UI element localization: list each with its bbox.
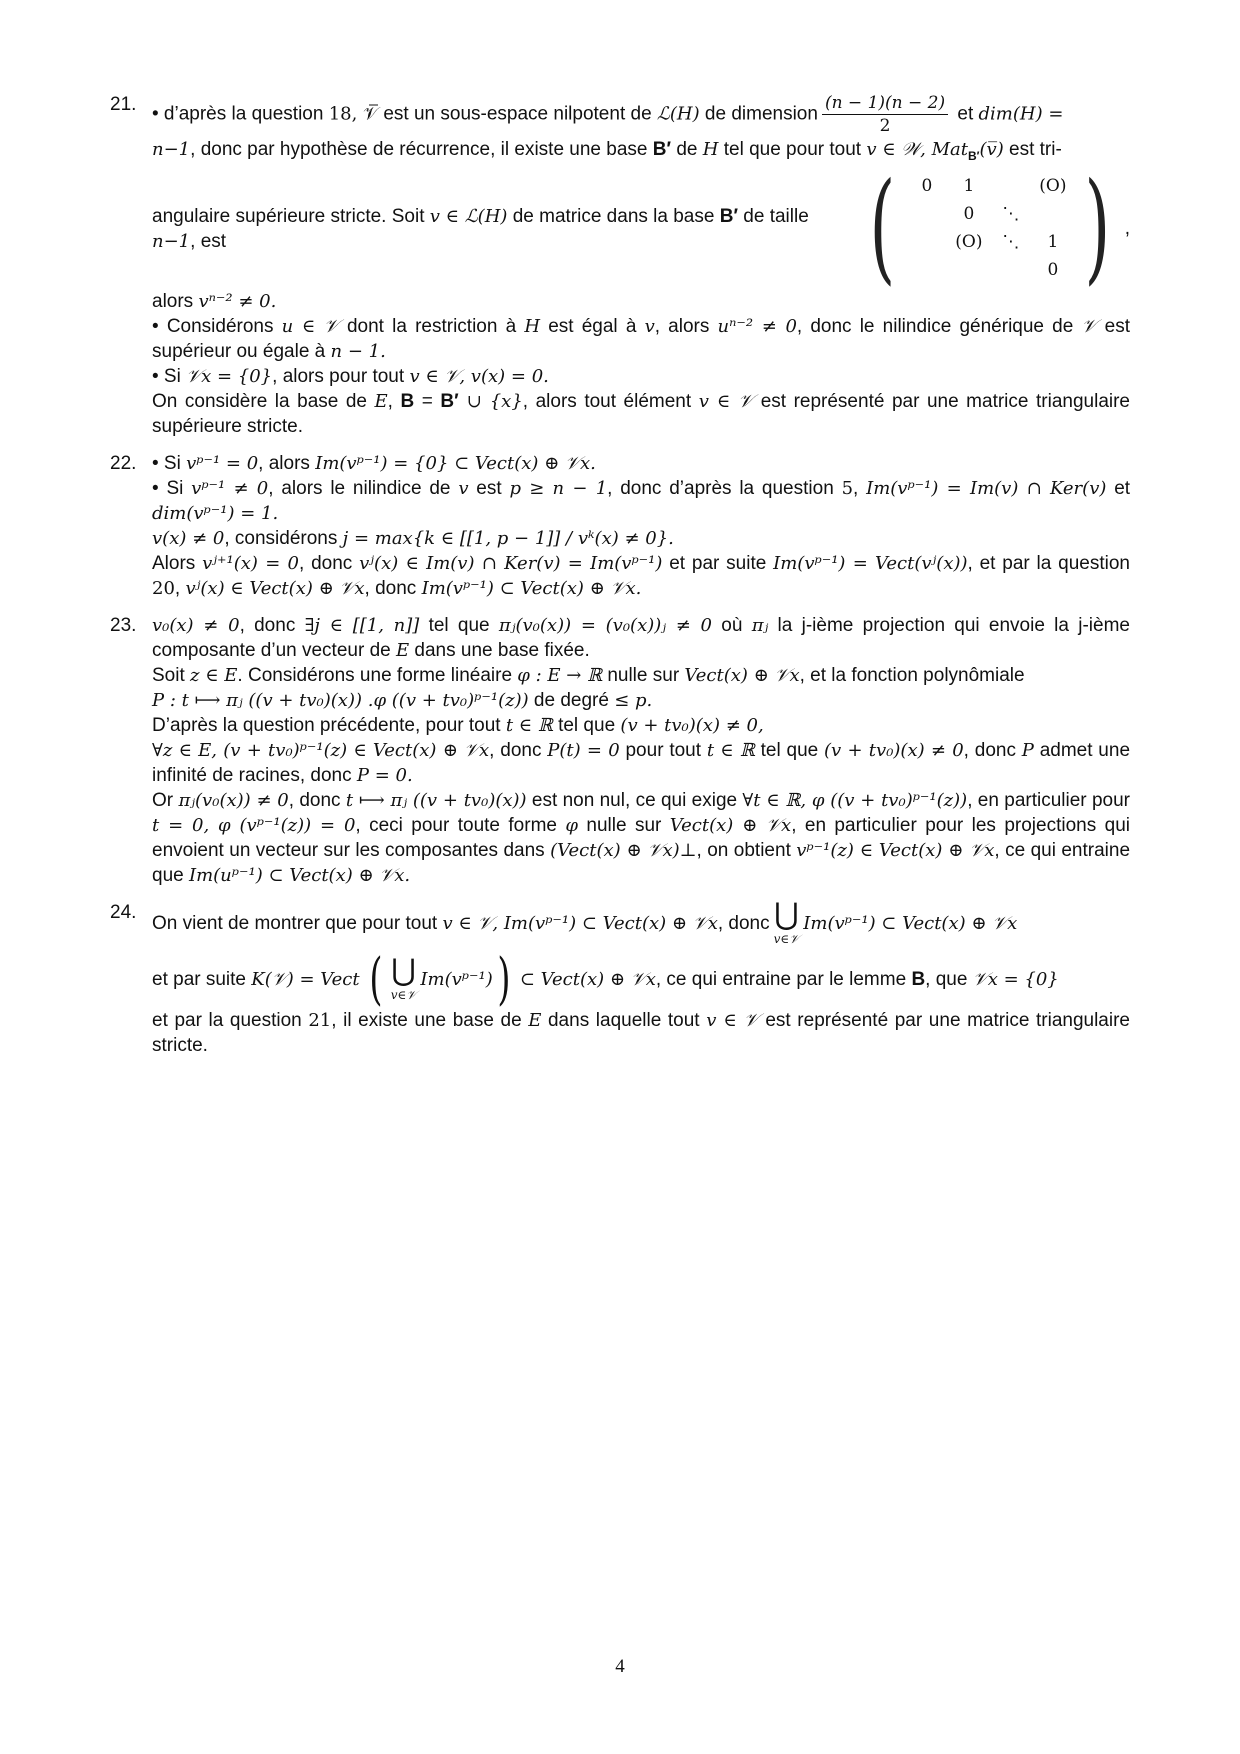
q23-paragraph-3: D’après la question précédente, pour tout t ∈ ℝ tel que (v + tv₀)(x) ≠ 0,	[152, 714, 764, 736]
q23-paragraph-1: v₀(x) ≠ 0, donc ∃j ∈ [[1, n]] tel que πⱼ(v₀(x)) = (v₀(x))ⱼ ≠ 0 où πⱼ la j-ième projection qui envoie la j-ième composante d’un vecteur de E dans une base fixée.	[152, 614, 1130, 661]
q21-line-4: alors vⁿ⁻² ≠ 0.	[152, 290, 277, 312]
union-operator: ⋃ v∈𝒱	[390, 952, 417, 1002]
question-number: 21.	[110, 94, 137, 115]
big-right-paren: )	[497, 946, 511, 1012]
q24-line-2: et par suite K(𝒱) = Vect ( ⋃ v∈𝒱 Im(vᵖ⁻¹)) ⊂ Vect(x) ⊕ 𝒱x, ce qui entraine par le lemme B, que 𝒱x = {0}	[152, 946, 1059, 1012]
q21-matrix-line: angulaire supérieure stricte. Soit v ∈ ℒ(H) de matrice dans la base B′ de taille n−1, est ( 0 1 (O) 0 ⋱ (O) ⋱ 1 0 ) ,	[152, 157, 1130, 297]
matrix-right-paren: )	[1084, 157, 1111, 297]
question-number: 24.	[110, 901, 137, 923]
q23-paragraph-5: Or πⱼ(v₀(x)) ≠ 0, donc t ⟼ πⱼ ((v + tv₀)(x)) est non nul, ce qui exige ∀t ∈ ℝ, φ ((v + tv₀)ᵖ⁻¹(z)), en particulier pour t = 0, φ (vᵖ⁻¹(z)) = 0, ceci pour toute forme φ nulle sur Vect(x) ⊕ 𝒱x, en particulier pour les projections qui envoient un vecteur sur les composantes dans (Vect(x) ⊕ 𝒱x)⊥, on obtient vᵖ⁻¹(z) ∈ Vect(x) ⊕ 𝒱x, ce qui entraine que Im(uᵖ⁻¹) ⊂ Vect(x) ⊕ 𝒱x.	[152, 789, 1131, 886]
q22-paragraph-3: v(x) ≠ 0, considérons j = max{k ∈ [[1, p − 1]] / vᵏ(x) ≠ 0}.	[152, 527, 674, 549]
q21-line-2: n−1, donc par hypothèse de récurrence, il existe une base B′ de H tel que pour tout v ∈ 𝒲, Mat$_{B'}$(v̅) est tri-	[152, 139, 1062, 163]
q21-paragraph-3: • Si 𝒱x = {0}, alors pour tout v ∈ 𝒱, v(x) = 0.	[152, 365, 549, 387]
nilpotent-matrix: ( 0 1 (O) 0 ⋱ (O) ⋱ 1 0 )	[869, 157, 1111, 297]
q21-paragraph-4: On considère la base de E, B = B′ ∪ {x}, alors tout élément v ∈ 𝒱 est représenté par une matrice triangulaire supérieure stricte.	[152, 390, 1130, 437]
matrix-left-paren: (	[869, 157, 896, 297]
question-22	[110, 451, 1130, 601]
question-number: 23.	[110, 614, 137, 636]
q22-paragraph-4: Alors vʲ⁺¹(x) = 0, donc vʲ(x) ∈ Im(v) ∩ Ker(v) = Im(vᵖ⁻¹) et par suite Im(vᵖ⁻¹) = Vect(vʲ(x)), et par la question 20, vʲ(x) ∈ Vect(x) ⊕ 𝒱x, donc Im(vᵖ⁻¹) ⊂ Vect(x) ⊕ 𝒱x.	[152, 552, 1130, 599]
big-left-paren: (	[369, 946, 383, 1012]
page-number: 4	[615, 1656, 625, 1677]
q23-paragraph-4: ∀z ∈ E, (v + tv₀)ᵖ⁻¹(z) ∈ Vect(x) ⊕ 𝒱x, donc P(t) = 0 pour tout t ∈ ℝ tel que (v + tv₀)(x) ≠ 0, donc P admet une infinité de racines, donc P = 0.	[152, 739, 1131, 786]
q22-paragraph-1: • Si vᵖ⁻¹ = 0, alors Im(vᵖ⁻¹) = {0} ⊂ Vect(x) ⊕ 𝒱x.	[152, 452, 596, 474]
q24-line-3: et par la question 21, il existe une base de E dans laquelle tout v ∈ 𝒱 est représenté par une matrice triangulaire stricte.	[152, 1009, 1130, 1056]
question-24	[110, 896, 1130, 1058]
question-23	[110, 613, 1130, 888]
q21-paragraph-2: • Considérons u ∈ 𝒱 dont la restriction à H est égal à v, alors uⁿ⁻² ≠ 0, donc le nilindice générique de 𝒱 est supérieur ou égale à n − 1.	[152, 315, 1130, 362]
q21-line-1: • d’après la question 18, 𝒱̅ est un sous-espace nilpotent de ℒ(H) de dimension $\frac{(n - 1)(n - 2)}{2}$ et dim(H) =	[152, 93, 1064, 136]
question-number: 22.	[110, 452, 137, 474]
q22-paragraph-2: • Si vᵖ⁻¹ ≠ 0, alors le nilindice de v est p ≥ n − 1, donc d’après la question 5, Im(vᵖ⁻¹) = Im(v) ∩ Ker(v) et dim(vᵖ⁻¹) = 1.	[152, 477, 1131, 524]
q24-line-1: On vient de montrer que pour tout v ∈ 𝒱, Im(vᵖ⁻¹) ⊂ Vect(x) ⊕ 𝒱x, donc ⋃ v∈𝒱 Im(vᵖ⁻¹) ⊂ Vect(x) ⊕ 𝒱x	[152, 896, 1018, 946]
q23-paragraph-2: Soit z ∈ E. Considérons une forme linéaire φ : E → ℝ nulle sur Vect(x) ⊕ 𝒱x, et la fonction polynômiale P : t ⟼ πⱼ ((v + tv₀)(x)) .φ ((v + tv₀)ᵖ⁻¹(z)) de degré ≤ p.	[152, 664, 1025, 711]
question-21	[110, 92, 1130, 439]
fraction: $\frac{(n - 1)(n - 2)}{2}$	[822, 92, 948, 137]
union-operator: ⋃ v∈𝒱	[773, 896, 800, 946]
document-body	[110, 92, 1130, 1070]
